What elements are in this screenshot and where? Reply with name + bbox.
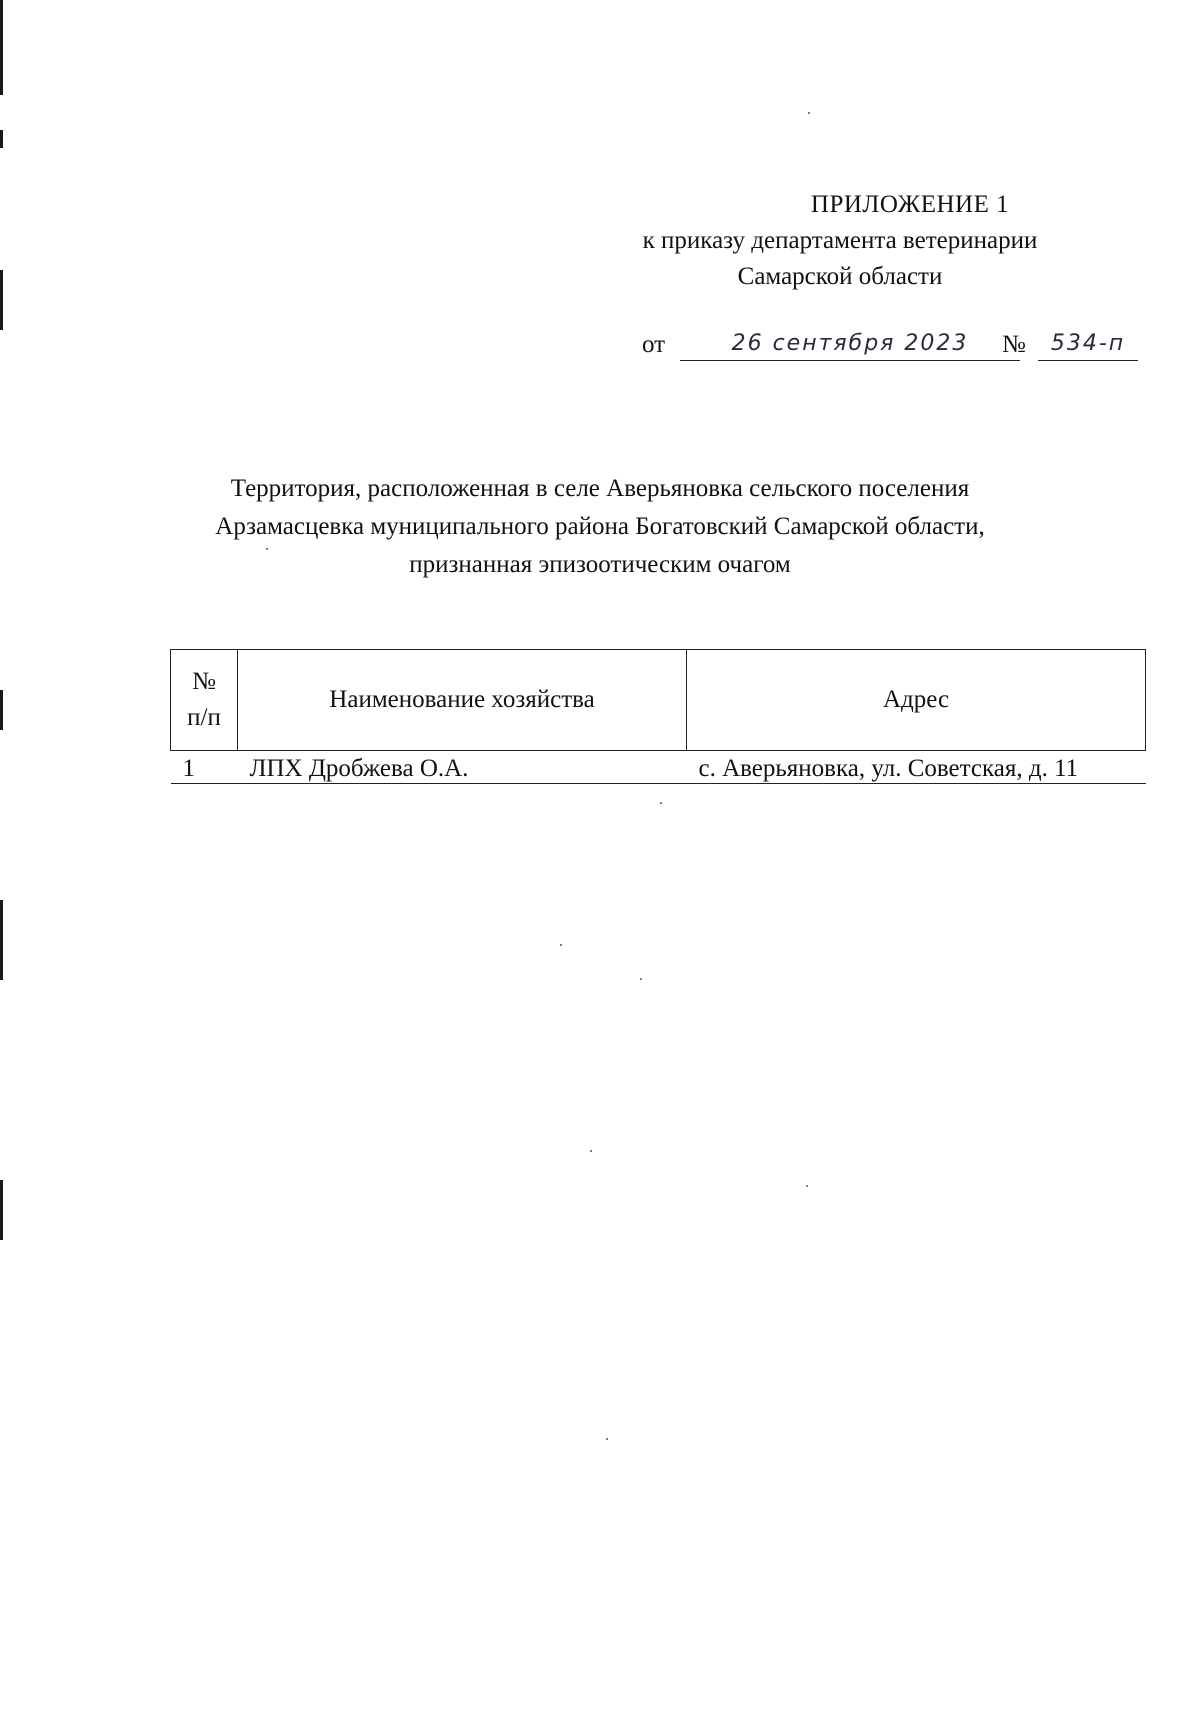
- appendix-block: [540, 187, 1140, 295]
- column-header-number-abbrev: п/п: [187, 704, 221, 731]
- scan-edge-mark: [0, 270, 3, 330]
- order-reference-line: [642, 328, 1138, 364]
- scan-edge-mark: [0, 690, 3, 730]
- row-farm-name: ЛПХ Дробжева О.А.: [238, 751, 687, 784]
- column-header-number: [171, 650, 238, 751]
- appendix-order-reference: к приказу департамента ветеринарии: [642, 227, 1038, 254]
- heading-line: Арзамасцевка муниципального района Богатовский Самарской области,: [215, 513, 985, 540]
- order-number-label: №: [1002, 331, 1026, 358]
- column-header-number-symbol: №: [192, 668, 216, 695]
- column-header-address: Адрес: [687, 650, 1146, 751]
- scan-speck: [560, 944, 562, 946]
- heading-line: Территория, расположенная в селе Аверьяновка сельского поселения: [230, 475, 970, 502]
- scan-speck: [806, 1185, 808, 1187]
- scan-edge-mark: [0, 130, 3, 148]
- table-row: [171, 751, 1146, 784]
- row-address: с. Аверьяновка, ул. Советская, д. 11: [687, 751, 1146, 784]
- scan-speck: [640, 978, 642, 980]
- heading-line: признанная эпизоотическим очагом: [409, 551, 791, 578]
- order-number-handwritten: 534-п: [1038, 328, 1138, 361]
- scan-speck: [660, 802, 662, 804]
- order-date-handwritten: 26 сентября 2023: [680, 328, 1020, 361]
- document-heading: [150, 470, 1050, 584]
- farm-registry-table: [170, 649, 1146, 784]
- table-header-row: [171, 650, 1146, 751]
- scan-speck: [808, 112, 810, 114]
- appendix-region: Самарской области: [737, 263, 943, 290]
- scan-edge-mark: [0, 900, 3, 980]
- scan-edge-mark: [0, 0, 3, 95]
- appendix-title: ПРИЛОЖЕНИЕ 1: [810, 191, 1010, 218]
- scan-speck: [590, 1150, 592, 1152]
- order-from-label: от: [642, 331, 666, 358]
- column-header-farm-name: Наименование хозяйства: [238, 650, 687, 751]
- scan-edge-mark: [0, 1180, 3, 1240]
- row-number: 1: [171, 751, 238, 784]
- scan-speck: [606, 1438, 608, 1440]
